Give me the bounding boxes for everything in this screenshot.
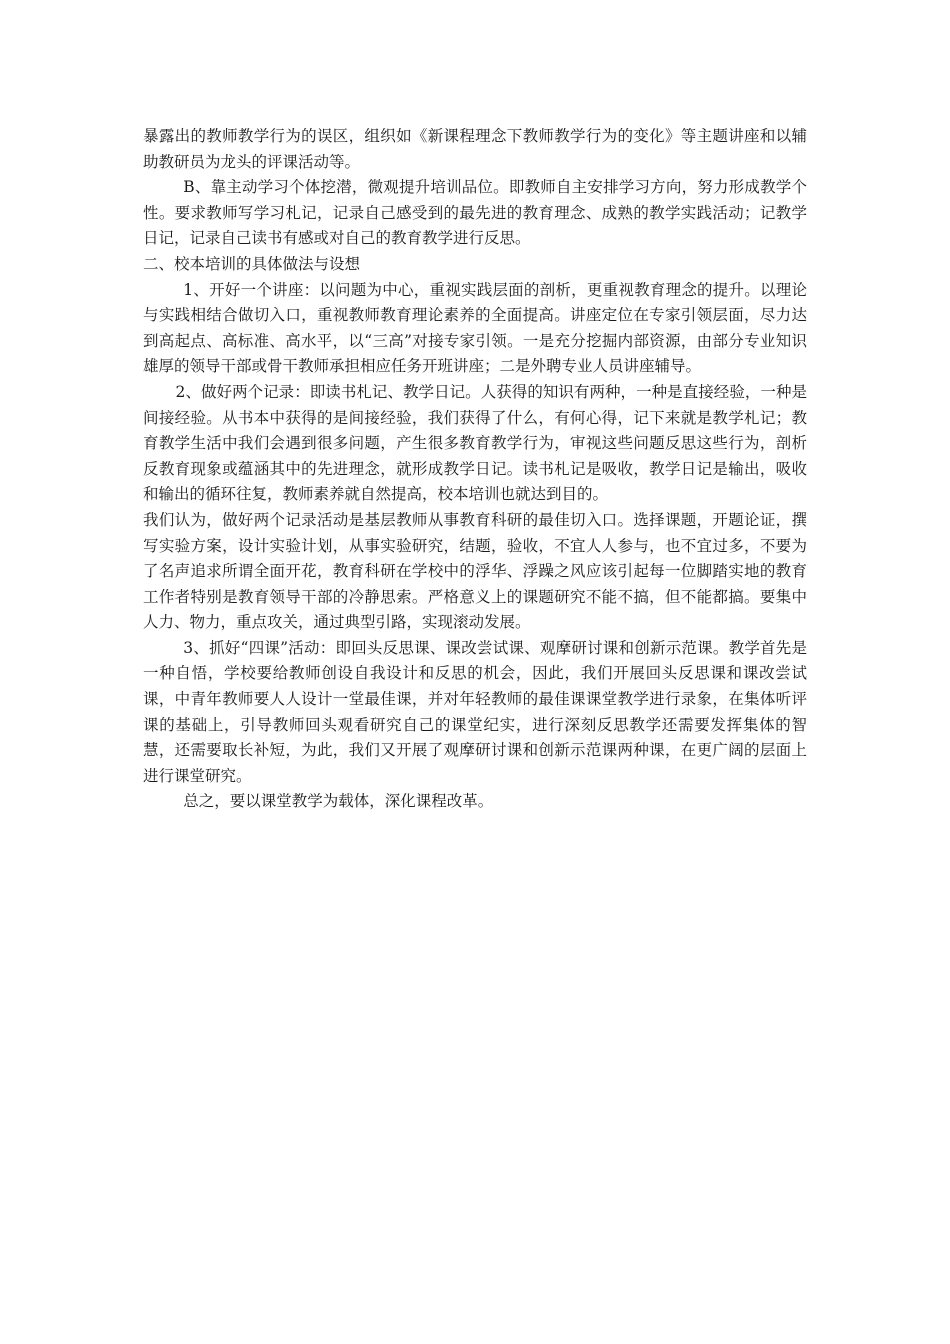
- document-body: [143, 124, 807, 815]
- paragraph-lecture: 1、开好一个讲座：以问题为中心，重视实践层面的剖析，更重视教育理念的提升。以理论与实践相结合做切入口，重视教师教育理论素养的全面提高。讲座定位在专家引领层面，尽力达到高起点、高标准、高水平，以“三高”对接专家引领。一是充分挖掘内部资源，由部分专业知识雄厚的领导干部或骨干教师承担相应任务开班讲座；二是外聘专业人员讲座辅导。: [143, 280, 807, 376]
- paragraph-continuation: 暴露出的教师教学行为的误区，组织如《新课程理念下教师教学行为的变化》等主题讲座和以辅助教研员为龙头的评课活动等。: [143, 127, 807, 171]
- paragraph-summary: 总之，要以课堂教学为载体，深化课程改革。: [183, 792, 494, 811]
- paragraph-two-records: 2、做好两个记录：即读书札记、教学日记。人获得的知识有两种，一种是直接经验，一种是间接经验。从书本中获得的是间接经验，我们获得了什么，有何心得，记下来就是教学札记；教育教学生活中我们会遇到很多问题，产生很多教育教学行为，审视这些问题反思这些行为，剖析反教育现象或蕴涵其中的先进理念，就形成教学日记。读书札记是吸收，教学日记是输出，吸收和输出的循环往复，教师素养就自然提高，校本培训也就达到目的。: [143, 382, 807, 504]
- paragraph-research-view: 我们认为，做好两个记录活动是基层教师从事教育科研的最佳切入口。选择课题，开题论证，撰写实验方案，设计实验计划，从事实验研究，结题，验收，不宜人人参与，也不宜过多，不要为了名声追求所谓全面开花，教育科研在学校中的浮华、浮躁之风应该引起每一位脚踏实地的教育工作者特别是教育领导干部的冷静思索。严格意义上的课题研究不能不搞，但不能都搞。要集中人力、物力，重点攻关，通过典型引路，实现滚动发展。: [143, 510, 807, 632]
- paragraph-four-lessons: 3、抓好“四课”活动：即回头反思课、课改尝试课、观摩研讨课和创新示范课。教学首先是一种自悟，学校要给教师创设自我设计和反思的机会，因此，我们开展回头反思课和课改尝试课，中青年教师要人人设计一堂最佳课，并对年轻教师的最佳课课堂教学进行录象，在集体听评课的基础上，引导教师回头观看研究自己的课堂纪实，进行深刻反思教学还需要发挥集体的智慧，还需要取长补短，为此，我们又开展了观摩研讨课和创新示范课两种课，在更广阔的层面上进行课堂研究。: [143, 638, 807, 785]
- section-heading-practices: 二、校本培训的具体做法与设想: [143, 254, 361, 273]
- paragraph-b-self-study: B、靠主动学习个体挖潜，微观提升培训品位。即教师自主安排学习方向，努力形成教学个性。要求教师写学习札记，记录自己感受到的最先进的教育理念、成熟的教学实践活动；记教学日记，记录自己读书有感或对自己的教育教学进行反思。: [143, 178, 807, 248]
